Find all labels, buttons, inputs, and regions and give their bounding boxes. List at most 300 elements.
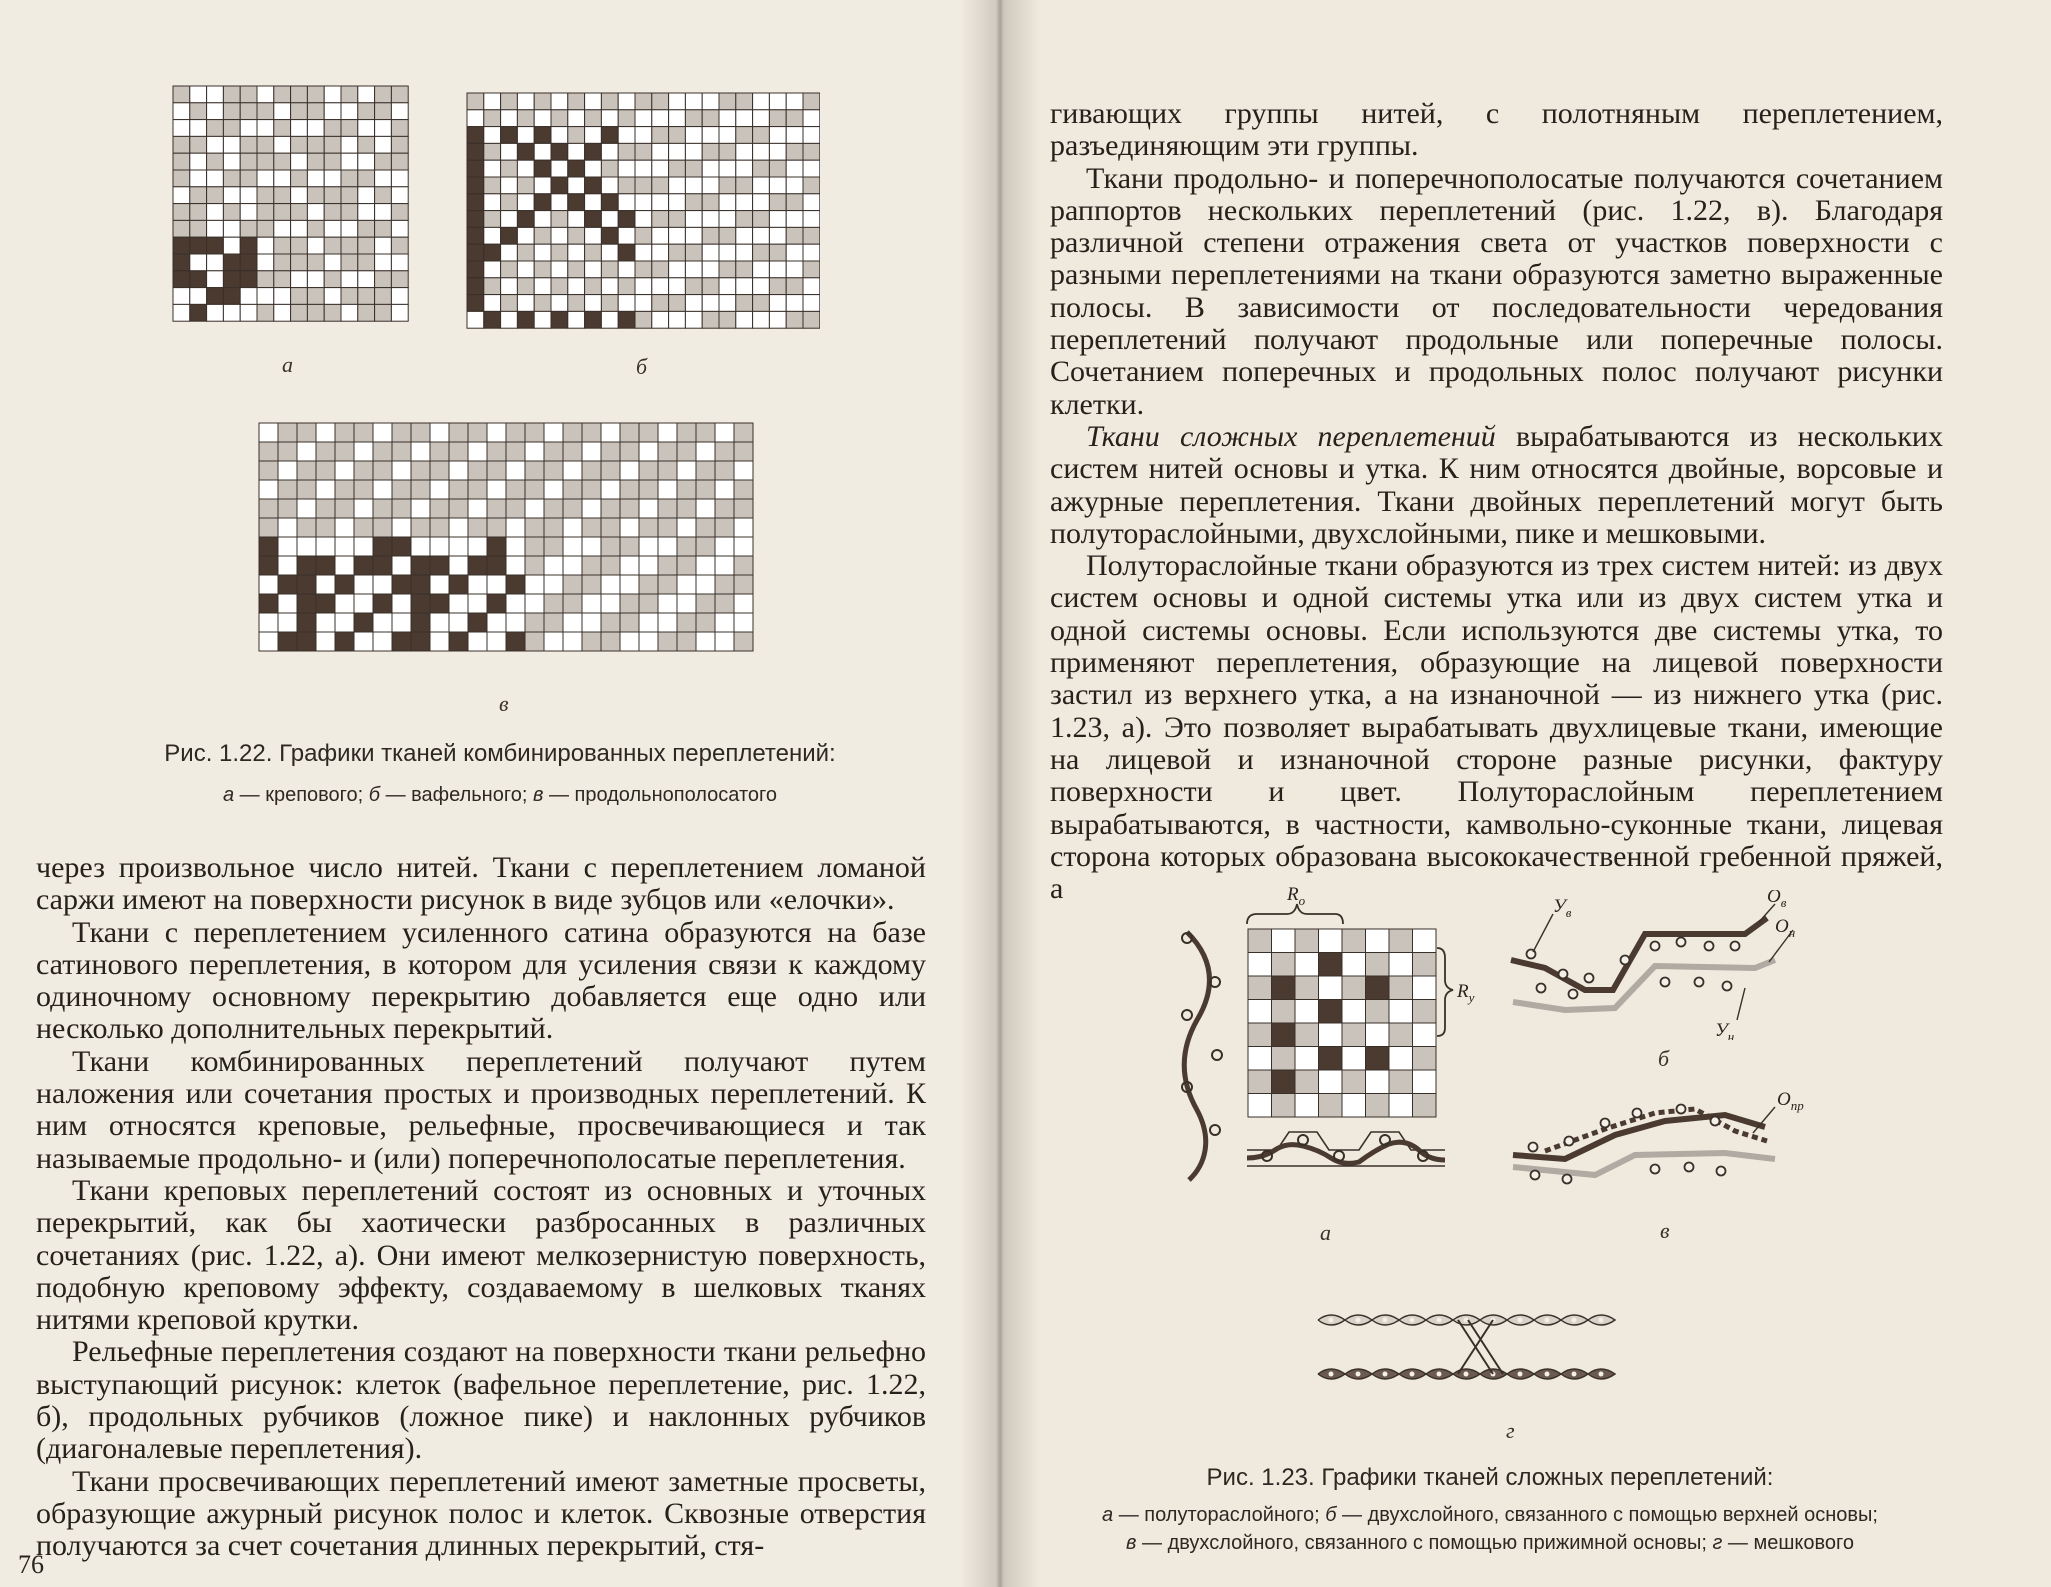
weave-cell (803, 93, 820, 110)
weave-cell (803, 160, 820, 177)
weave-cell (468, 518, 487, 537)
weave-cell (563, 594, 582, 613)
weave-cell (1366, 929, 1390, 953)
weave-cell (786, 311, 803, 328)
weave-cell (585, 261, 602, 278)
weave-cell (173, 170, 190, 187)
weave-cell (484, 295, 501, 312)
weave-cell (551, 211, 568, 228)
weave-cell (601, 93, 618, 110)
weave-cell (1319, 1000, 1343, 1024)
yarn-section-circle (1599, 1372, 1604, 1377)
weave-cell (658, 480, 677, 499)
weave-cell (753, 194, 770, 211)
weave-cell (274, 187, 291, 204)
weave-cell (1389, 1094, 1413, 1118)
weave-cell (585, 227, 602, 244)
figure-1-22-caption-items (60, 784, 940, 807)
weave-cell (484, 93, 501, 110)
weave-cell (501, 295, 518, 312)
figure-1-22-b-grid (466, 92, 820, 334)
weave-cell (658, 537, 677, 556)
weave-cell (506, 518, 525, 537)
weave-cell (506, 632, 525, 651)
weave-cell (601, 613, 620, 632)
weave-cell (618, 295, 635, 312)
weave-cell (702, 278, 719, 295)
weave-cell (1295, 929, 1319, 953)
weave-cell (324, 120, 341, 137)
weave-cell (669, 177, 686, 194)
weave-cell (786, 278, 803, 295)
weave-cell (449, 480, 468, 499)
weave-cell (223, 204, 240, 221)
weave-cell (467, 311, 484, 328)
yarn-section-circle (1383, 1372, 1388, 1377)
weave-cell (769, 160, 786, 177)
weave-cell (620, 518, 639, 537)
weave-cell (190, 254, 207, 271)
figure-1-22-v-grid (258, 422, 756, 660)
weave-cell (506, 613, 525, 632)
weave-cell (291, 304, 308, 321)
weave-cell (734, 575, 753, 594)
weave-cell (639, 575, 658, 594)
weave-cell (467, 227, 484, 244)
weave-cell (639, 613, 658, 632)
figure-1-23-caption-line1 (1020, 1504, 1960, 1527)
weave-cell (1342, 929, 1366, 953)
weave-cell (652, 244, 669, 261)
weave-cell (803, 143, 820, 160)
weave-cell (316, 423, 335, 442)
label-Ro: $R_о$ (1287, 884, 1306, 908)
left-page (0, 0, 1000, 1587)
weave-cell (736, 177, 753, 194)
weave-cell (635, 93, 652, 110)
weave-cell (240, 170, 257, 187)
weave-cell (316, 480, 335, 499)
weave-cell (190, 136, 207, 153)
caption-text: — вафельного; (380, 784, 533, 806)
weave-cell (1248, 1094, 1272, 1118)
weave-cell (484, 110, 501, 127)
weave-cell (601, 227, 618, 244)
yarn-section-circle (1531, 1171, 1540, 1180)
weave-cell (1248, 1070, 1272, 1094)
weave-cell (484, 211, 501, 228)
weave-cell (190, 120, 207, 137)
weave-cell (551, 227, 568, 244)
weave-cell (341, 187, 358, 204)
weave-cell (1342, 1070, 1366, 1094)
weave-cell (685, 211, 702, 228)
weave-cell (669, 227, 686, 244)
weave-cell (375, 120, 392, 137)
weave-cell (392, 613, 411, 632)
weave-cell (736, 194, 753, 211)
weave-cell (501, 93, 518, 110)
weave-cell (551, 177, 568, 194)
paragraph: Ткани комбинированных переплетений получают путем наложения или сочетания простых и производных переплетений. К ним относятся креповые, рельефные, просвечивающиеся и так называемые продольно- и (или) поперечнополосатые переплетения. (36, 1044, 926, 1175)
weave-cell (551, 295, 568, 312)
weave-cell (601, 160, 618, 177)
weave-cell (715, 480, 734, 499)
weave-cell (669, 278, 686, 295)
weave-cell (563, 499, 582, 518)
weave-cell (341, 170, 358, 187)
weave-cell (467, 93, 484, 110)
weave-cell (430, 556, 449, 575)
weave-cell (719, 278, 736, 295)
weave-cell (291, 220, 308, 237)
weave-cell (803, 177, 820, 194)
weave-cell (769, 311, 786, 328)
weave-cell (568, 211, 585, 228)
weave-cell (734, 423, 753, 442)
weave-cell (568, 194, 585, 211)
weave-cell (525, 423, 544, 442)
weave-cell (1366, 953, 1390, 977)
weave-cell (506, 556, 525, 575)
weave-cell (274, 204, 291, 221)
weave-cell (291, 187, 308, 204)
weave-cell (669, 160, 686, 177)
weave-cell (341, 237, 358, 254)
weave-cell (373, 518, 392, 537)
weave-cell (719, 194, 736, 211)
weave-cell (257, 288, 274, 305)
weave-cell (618, 143, 635, 160)
weave-cell (786, 227, 803, 244)
weave-cell (534, 177, 551, 194)
figure-1-23-b (1505, 890, 1805, 1040)
weave-cell (223, 86, 240, 103)
weave-cell (677, 575, 696, 594)
weave-cell (430, 537, 449, 556)
yarn-section-circle (1410, 1318, 1415, 1323)
weave-cell (354, 594, 373, 613)
weave-cell (601, 295, 618, 312)
weave-cell (669, 127, 686, 144)
weave-cell (685, 177, 702, 194)
weave-cell (635, 261, 652, 278)
weave-cell (1389, 1070, 1413, 1094)
weave-cell (207, 254, 224, 271)
yarn-section-circle (1537, 984, 1546, 993)
weave-cell (715, 537, 734, 556)
weave-cell (517, 295, 534, 312)
yarn-section-circle (1356, 1372, 1361, 1377)
weave-cell (677, 556, 696, 575)
weave-cell (517, 227, 534, 244)
weave-cell (544, 442, 563, 461)
weave-cell (430, 442, 449, 461)
weave-cell (324, 220, 341, 237)
weave-cell (259, 461, 278, 480)
weave-cell (173, 153, 190, 170)
weave-cell (677, 518, 696, 537)
weave-cell (1272, 1000, 1296, 1024)
weave-cell (1342, 1047, 1366, 1071)
weave-cell (307, 153, 324, 170)
weave-cell (652, 278, 669, 295)
label-Yv: $У_в$ (1553, 896, 1572, 920)
weave-cell (753, 295, 770, 312)
weave-cell (753, 244, 770, 261)
weave-cell (501, 244, 518, 261)
weave-cell (736, 110, 753, 127)
weave-cell (639, 480, 658, 499)
caption-letter: г (1712, 1532, 1723, 1554)
figure-1-23-v-label: в (1660, 1218, 1670, 1243)
right-page (1000, 0, 2051, 1587)
weave-cell (601, 423, 620, 442)
weave-cell (297, 518, 316, 537)
weave-cell (259, 423, 278, 442)
weave-cell (582, 613, 601, 632)
weave-cell (601, 518, 620, 537)
weave-cell (223, 187, 240, 204)
weave-cell (734, 632, 753, 651)
weave-cell (734, 556, 753, 575)
weave-cell (635, 194, 652, 211)
weave-cell (525, 575, 544, 594)
weave-cell (278, 518, 297, 537)
weave-cell (190, 187, 207, 204)
weave-cell (335, 499, 354, 518)
weave-cell (506, 594, 525, 613)
weave-cell (639, 442, 658, 461)
weave-cell (585, 295, 602, 312)
weave-cell (669, 295, 686, 312)
weave-cell (484, 127, 501, 144)
weave-cell (240, 86, 257, 103)
weave-cell (391, 136, 408, 153)
weave-cell (786, 93, 803, 110)
weave-cell (207, 288, 224, 305)
paragraph: Ткани продольно- и поперечнополосатые получаются сочетанием раппортов нескольких переплетений (рис. 1.22, в). Благодаря различной степени отражения света от участков поверхности с разными переплетениями на ткани образуются заметно выраженные полосы. В зависимости от последовательности чередования переплетений получают продольные или поперечные полосы. Сочетанием поперечных и продольных полос получают рисунки клетки. (1050, 161, 1943, 421)
weave-cell (635, 211, 652, 228)
weave-cell (506, 499, 525, 518)
weave-cell (618, 261, 635, 278)
weave-cell (736, 261, 753, 278)
weave-cell (544, 423, 563, 442)
weave-cell (240, 204, 257, 221)
weave-cell (1248, 1047, 1272, 1071)
weave-cell (391, 304, 408, 321)
weave-cell (601, 194, 618, 211)
weave-cell (1272, 1094, 1296, 1118)
weave-cell (635, 127, 652, 144)
weave-cell (375, 103, 392, 120)
weave-cell (190, 237, 207, 254)
label-Ry: $R_у$ (1457, 981, 1475, 1005)
weave-cell (563, 461, 582, 480)
weave-cell (257, 220, 274, 237)
weave-cell (702, 311, 719, 328)
weave-cell (585, 93, 602, 110)
weave-cell (582, 461, 601, 480)
weave-cell (316, 575, 335, 594)
weave-cell (274, 103, 291, 120)
weave-cell (736, 311, 753, 328)
weave-cell (1389, 1000, 1413, 1024)
weave-cell (753, 261, 770, 278)
weave-cell (639, 499, 658, 518)
leader-Yv (1533, 914, 1553, 952)
weave-cell (544, 594, 563, 613)
weave-cell (1295, 1023, 1319, 1047)
weave-cell (430, 461, 449, 480)
weave-cell (506, 461, 525, 480)
weave-cell (639, 461, 658, 480)
weave-cell (341, 288, 358, 305)
weave-cell (223, 271, 240, 288)
weave-cell (274, 170, 291, 187)
weave-cell (652, 295, 669, 312)
weave-cell (373, 461, 392, 480)
weave-cell (563, 518, 582, 537)
weave-cell (618, 110, 635, 127)
yarn-section-circle (1563, 1175, 1572, 1184)
weave-cell (753, 110, 770, 127)
weave-cell (753, 227, 770, 244)
weave-cell (341, 271, 358, 288)
weave-cell (620, 499, 639, 518)
weave-cell (544, 556, 563, 575)
weave-cell (620, 575, 639, 594)
weave-cell (223, 254, 240, 271)
weave-cell (354, 442, 373, 461)
weave-cell (652, 227, 669, 244)
weave-cell (259, 499, 278, 518)
weave-cell (719, 110, 736, 127)
weave-cell (702, 160, 719, 177)
weave-cell (335, 632, 354, 651)
caption-text: — двухслойного, связанного с помощью верхней основы; (1336, 1504, 1878, 1526)
weave-cell (534, 194, 551, 211)
italic-lead: Ткани сложных переплетений (1086, 419, 1496, 453)
weave-cell (190, 170, 207, 187)
weave-cell (1389, 953, 1413, 977)
weave-cell (341, 86, 358, 103)
weave-cell (354, 556, 373, 575)
weave-cell (585, 177, 602, 194)
weave-cell (430, 480, 449, 499)
yarn-section-circle (1651, 1165, 1660, 1174)
weave-cell (240, 288, 257, 305)
weave-cell (274, 304, 291, 321)
weave-cell (430, 594, 449, 613)
weave-cell (190, 204, 207, 221)
left-body-text (36, 852, 926, 1563)
weave-cell (786, 160, 803, 177)
weave-cell (702, 295, 719, 312)
yarn-section-circle (1633, 1109, 1642, 1118)
weave-cell (652, 93, 669, 110)
weave-cell (1319, 976, 1343, 1000)
weave-cell (259, 556, 278, 575)
weave-cell (639, 594, 658, 613)
weave-cell (620, 594, 639, 613)
weave-cell (468, 613, 487, 632)
weave-cell (341, 136, 358, 153)
weave-cell (449, 613, 468, 632)
yarn-section-circle (1705, 942, 1714, 951)
paragraph: Ткани креповых переплетений состоят из основных и уточных перекрытий, как бы хаотически разбросанных в различных сочетаниях (рис. 1.22, а). Они имеют мелкозернистую поверхность, подобную креповому эффекту, создаваемому в шелковых тканях нитями креповой крутки. (36, 1173, 926, 1337)
weave-cell (677, 594, 696, 613)
weave-cell (1248, 1023, 1272, 1047)
weave-cell (291, 288, 308, 305)
weave-cell (1366, 1094, 1390, 1118)
weave-cell (1413, 1000, 1437, 1024)
weave-cell (375, 304, 392, 321)
weave-cell (484, 194, 501, 211)
weave-cell (487, 594, 506, 613)
weave-cell (257, 237, 274, 254)
weave-cell (173, 103, 190, 120)
weave-cell (487, 518, 506, 537)
weave-cell (1389, 1023, 1413, 1047)
weave-cell (582, 423, 601, 442)
weave-cell (1319, 929, 1343, 953)
caption-item (369, 784, 533, 806)
weave-cell (803, 261, 820, 278)
weave-cell (354, 461, 373, 480)
weave-cell (391, 237, 408, 254)
weave-cell (190, 153, 207, 170)
weave-cell (685, 244, 702, 261)
weave-cell (411, 594, 430, 613)
weave-cell (696, 575, 715, 594)
yarn-section-circle (1356, 1318, 1361, 1323)
yarn-section-circle (1518, 1372, 1523, 1377)
weave-cell (391, 153, 408, 170)
weave-cell (736, 244, 753, 261)
weave-cell (551, 278, 568, 295)
weave-cell (358, 170, 375, 187)
weave-cell (715, 423, 734, 442)
weave-cell (551, 244, 568, 261)
weave-cell (316, 442, 335, 461)
crossing-yarns (1458, 1320, 1503, 1374)
weave-cell (207, 237, 224, 254)
weave-cell (635, 227, 652, 244)
weave-cell (373, 575, 392, 594)
weave-cell (278, 575, 297, 594)
weave-cell (335, 480, 354, 499)
weave-cell (677, 613, 696, 632)
weave-cell (803, 311, 820, 328)
weave-cell (702, 93, 719, 110)
weave-cell (702, 194, 719, 211)
weave-cell (335, 594, 354, 613)
weave-cell (715, 613, 734, 632)
figure-1-23-b-label: б (1658, 1046, 1670, 1071)
weave-cell (430, 575, 449, 594)
weave-cell (803, 295, 820, 312)
weave-cell (734, 499, 753, 518)
weave-cell (563, 632, 582, 651)
weave-cell (702, 110, 719, 127)
weave-cell (618, 278, 635, 295)
weave-cell (354, 613, 373, 632)
weave-cell (1272, 1070, 1296, 1094)
weave-cell (449, 499, 468, 518)
weave-cell (173, 237, 190, 254)
weave-cell (534, 160, 551, 177)
